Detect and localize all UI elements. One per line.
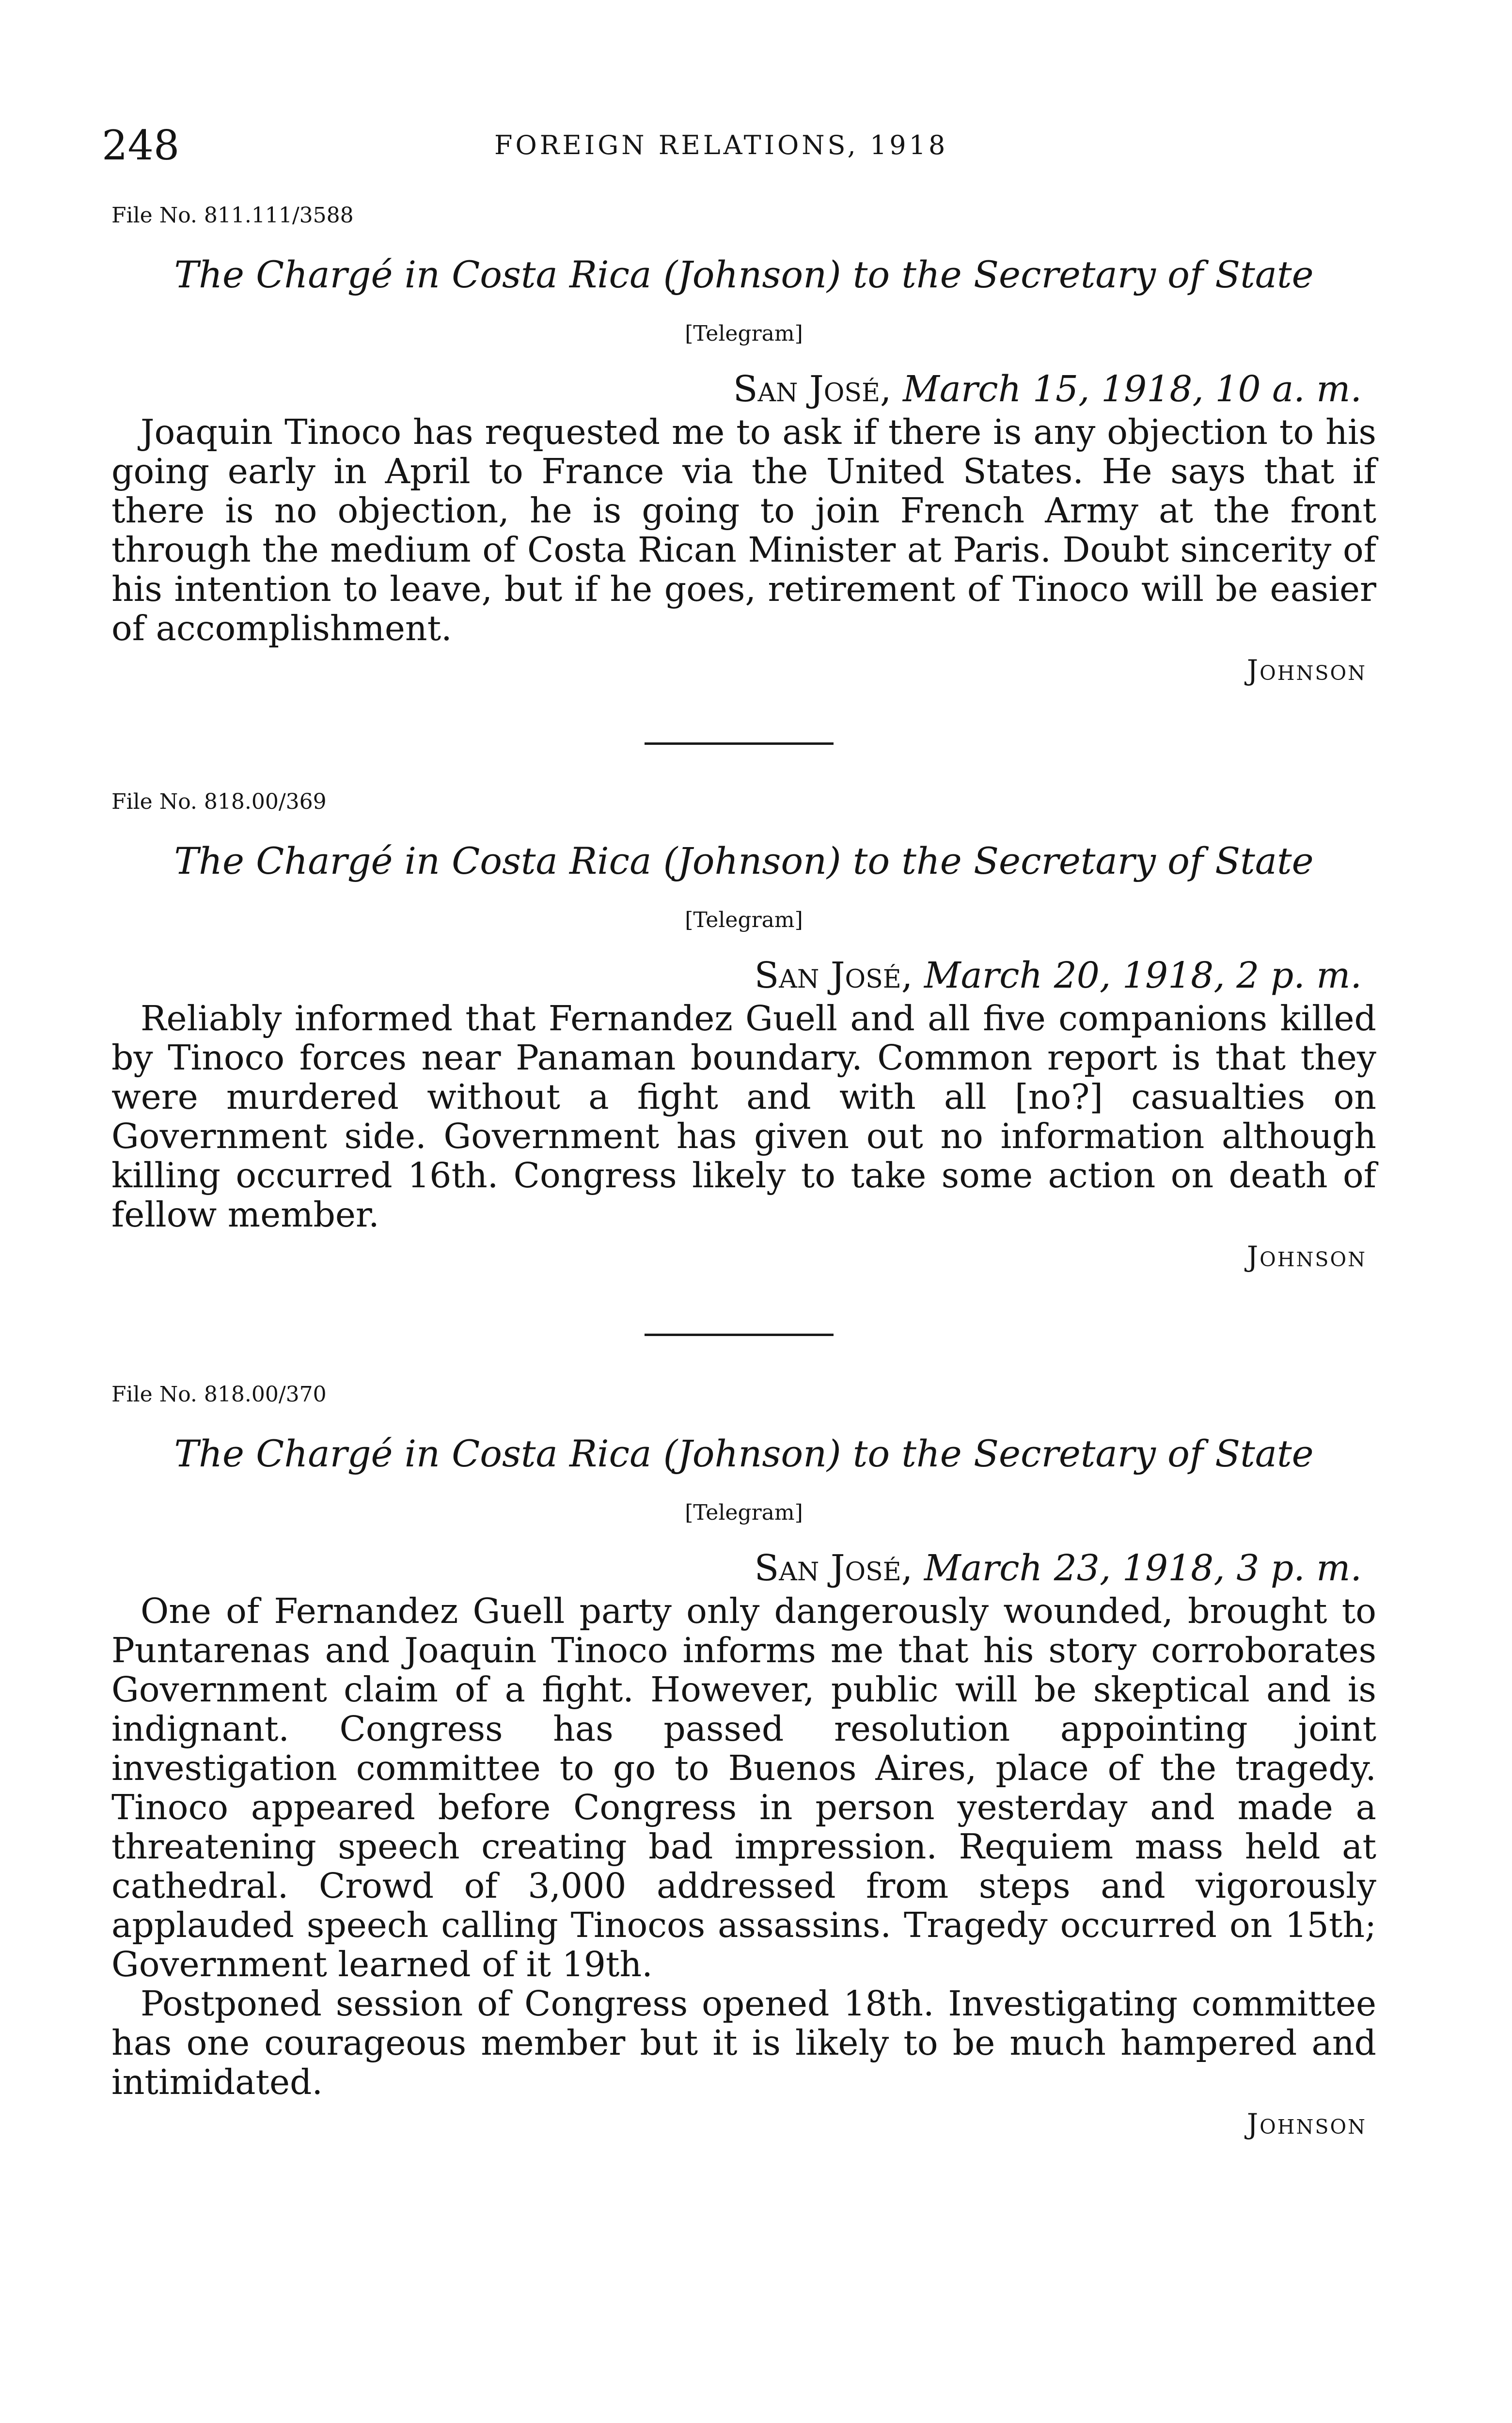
dateline-place: San José, xyxy=(733,368,892,410)
dateline xyxy=(111,348,1376,412)
document-title: The Chargé in Costa Rica (Johnson) to the Secretary of State xyxy=(174,839,1314,882)
document-title: The Chargé in Costa Rica (Johnson) to the Secretary of State xyxy=(174,1432,1314,1475)
dateline xyxy=(111,935,1376,999)
document-type: [Telegram] xyxy=(685,908,803,932)
body-paragraph: Reliably informed that Fernandez Guell and all five companions killed by Tinoco forces near Panaman boundary. Common report is that they were murdered without a fight and with all [no?] casualties on Government side. Government has given out no information although killing occurred 16th. Congress likely to take some action on death of fellow member. xyxy=(111,998,1376,1235)
section-divider xyxy=(645,1334,834,1336)
telegram-1 xyxy=(111,201,1376,690)
document-type: [Telegram] xyxy=(685,1500,803,1525)
section-divider xyxy=(645,742,834,745)
running-title: FOREIGN RELATIONS, 1918 xyxy=(494,130,948,160)
body-paragraph: Joaquin Tinoco has requested me to ask if there is any objection to his going early in April to France via the United States. He says that if there is no objection, he is going to join French Army at the front through the medium of Costa Rican Minister at Paris. Doubt sincerity of his intention to leave, but if he goes, retirement of Tinoco will be easier of accomplishment. xyxy=(111,412,1376,648)
file-number: File No. 818.00/370 xyxy=(111,1382,327,1407)
dateline-date: March 15, 1918, 10 a. m. xyxy=(902,368,1362,410)
page-number: 248 xyxy=(102,122,180,169)
telegram-2 xyxy=(111,787,1376,1276)
file-number: File No. 811.111/3588 xyxy=(111,203,354,228)
body-paragraph: Postponed session of Congress opened 18th. Investigating committee has one courageous member but it is likely to be much hampered and intimidated. xyxy=(111,1983,1376,2102)
running-header xyxy=(102,119,1371,172)
dateline-date: March 23, 1918, 3 p. m. xyxy=(924,1547,1362,1589)
signature: Johnson xyxy=(1246,2108,1367,2140)
dateline xyxy=(111,1527,1376,1591)
signature: Johnson xyxy=(1246,1240,1367,1273)
dateline-place: San José, xyxy=(754,955,913,996)
dateline-date: March 20, 1918, 2 p. m. xyxy=(924,955,1362,996)
dateline-place: San José, xyxy=(754,1547,913,1589)
document-title: The Chargé in Costa Rica (Johnson) to the Secretary of State xyxy=(174,253,1314,296)
signature: Johnson xyxy=(1246,654,1367,687)
document-type: [Telegram] xyxy=(685,321,803,346)
telegram-3 xyxy=(111,1380,1376,2143)
body-paragraph: One of Fernandez Guell party only dangerously wounded, brought to Puntarenas and Joaquin Tinoco informs me that his story corroborates Government claim of a fight. However, public will be skeptical and is indignant. Congress has passed resolution appointing joint investigation committee to go to Buenos Aires, place of the tragedy. Tinoco appeared before Congress in person yesterday and made a threatening speech creating bad impression. Requiem mass held at cathedral. Crowd of 3,000 addressed from steps and vigorously applauded speech calling Tinocos assassins. Tragedy occurred on 15th; Government learned of it 19th. xyxy=(111,1591,1376,1984)
file-number: File No. 818.00/369 xyxy=(111,789,327,814)
